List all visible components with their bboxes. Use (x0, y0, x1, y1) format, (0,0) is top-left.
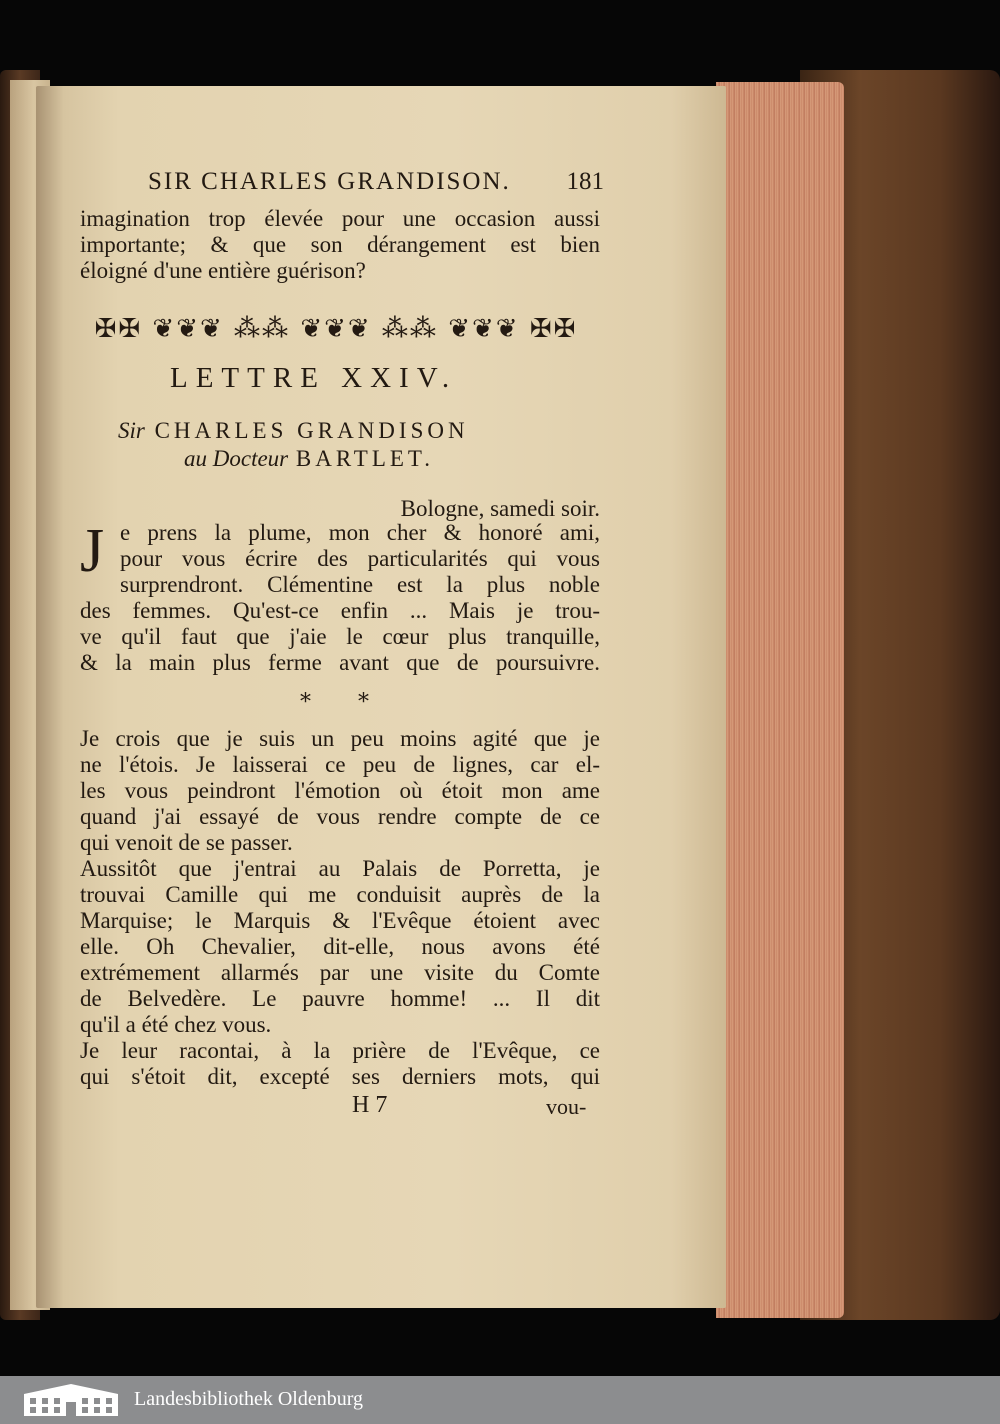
letter-heading: LETTRE XXIV. (170, 362, 458, 394)
page-edges (716, 82, 844, 1318)
footer-bar (0, 1376, 1000, 1424)
text-line: quand j'ai essayé de vous rendre compte de ce (80, 804, 600, 829)
text-line: & la main plus ferme avant que de poursuivre. (80, 650, 600, 675)
text-line: extrémement allarmés par une visite du Comte (80, 960, 600, 985)
catchword: vou- (546, 1094, 587, 1119)
text-line: trouvai Camille qui me conduisit auprès de la (80, 882, 600, 907)
address-au: au Docteur (184, 446, 289, 471)
library-name: Landesbibliothek Oldenburg (134, 1388, 364, 1410)
text-line: Je leur racontai, à la prière de l'Evêque, ce (80, 1038, 600, 1063)
text-line: imagination trop élevée pour une occasion aussi (80, 206, 600, 231)
dateline: Bologne, samedi soir. (400, 496, 600, 521)
address-line-1 (118, 418, 469, 444)
section-stars: * * (300, 690, 389, 715)
running-head-title: SIR CHARLES GRANDISON. (148, 168, 511, 195)
text-line: les vous peindront l'émotion où étoit mon ame (80, 778, 600, 803)
text-line: e prens la plume, mon cher & honoré ami, (120, 520, 600, 545)
text-line: importante; & que son dérangement est bien (80, 232, 600, 257)
text-line: Marquise; le Marquis & l'Evêque étoient avec (80, 908, 600, 933)
text-line: qui venoit de se passer. (80, 830, 293, 855)
printer-ornament: ✠✠ ❦❦❦ ⁂⁂ ❦❦❦ ⁂⁂ ❦❦❦ ✠✠ (94, 314, 578, 344)
page-number: 181 (566, 168, 604, 195)
address-sir: Sir (118, 418, 145, 443)
library-building-icon (18, 1382, 124, 1418)
text-line: qui s'étoit dit, excepté ses derniers mots, qui (80, 1064, 600, 1089)
text-line: des femmes. Qu'est-ce enfin ... Mais je trou- (80, 598, 600, 623)
text-line: ve qu'il faut que j'aie le cœur plus tranquille, (80, 624, 600, 649)
running-head (148, 168, 604, 204)
text-line: ne l'étois. Je laisserai ce peu de lignes, car el- (80, 752, 600, 777)
text-line: de Belvedère. Le pauvre homme! ... Il dit (80, 986, 600, 1011)
text-line: pour vous écrire des particularités qui vous (120, 546, 600, 571)
text-line: Aussitôt que j'entrai au Palais de Porretta, je (80, 856, 600, 881)
address-line-2 (184, 446, 434, 472)
text-line: qu'il a été chez vous. (80, 1012, 272, 1037)
signature-mark: H 7 (352, 1092, 388, 1118)
drop-cap: J (80, 517, 105, 585)
text-line: surprendront. Clémentine est la plus noble (120, 572, 600, 597)
address-recipient: BARTLET. (295, 446, 435, 471)
text-line: Je crois que je suis un peu moins agité que je (80, 726, 600, 751)
text-line: elle. Oh Chevalier, dit-elle, nous avons été (80, 934, 600, 959)
address-name: CHARLES GRANDISON (154, 418, 469, 443)
text-line: éloigné d'une entière guérison? (80, 258, 366, 283)
